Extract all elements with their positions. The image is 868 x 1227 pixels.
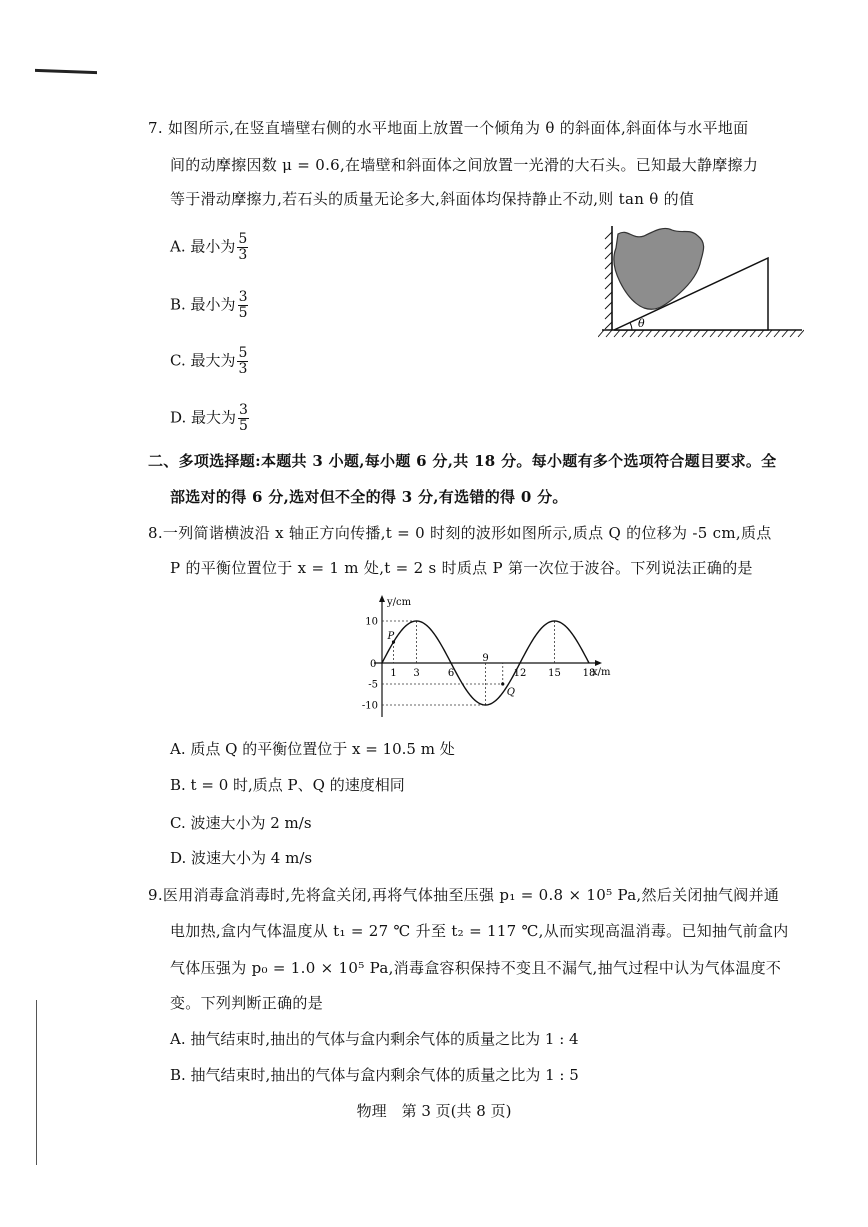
page-footer: 物理 第 3 页(共 8 页): [356, 1102, 512, 1120]
x-tick-labels: [390, 653, 595, 679]
q8-text-1: 一列简谐横波沿 x 轴正方向传播,t = 0 时刻的波形如图所示,质点 Q 的位移为 -5 cm,质点: [162, 524, 772, 542]
scan-mark: [35, 69, 97, 74]
q7-option-c[interactable]: [170, 346, 248, 377]
x-tick-label: 12: [513, 668, 527, 679]
wall-hatch: [605, 232, 612, 329]
q7-option-b[interactable]: [170, 290, 248, 321]
y-axis-arrow: [379, 595, 385, 602]
x-tick-label: 18: [582, 668, 596, 679]
ground-hatch: [598, 330, 804, 337]
q7-line2: 间的动摩擦因数 μ = 0.6,在墙壁和斜面体之间放置一光滑的大石头。已知最大静摩擦力: [170, 156, 759, 174]
q7-number: 7.: [148, 119, 163, 137]
y-axis-label: y/cm: [387, 597, 412, 608]
numerator: 5: [238, 231, 248, 247]
q9-line2: 电加热,盒内气体温度从 t₁ = 27 ℃ 升至 t₂ = 117 ℃,从而实现高温消毒。已知抽气前盒内: [170, 922, 789, 940]
x-tick-label: 3: [413, 668, 420, 679]
q9-line3: 气体压强为 p₀ = 1.0 × 10⁵ Pa,消毒盒容积保持不变且不漏气,抽气过程中认为气体温度不: [170, 959, 782, 977]
fraction: [238, 290, 249, 321]
q7-option-b-label: B. 最小为: [170, 295, 236, 314]
numerator: 3: [238, 289, 248, 305]
q7-option-c-label: C. 最大为: [170, 351, 236, 370]
q8-line1: [148, 523, 772, 543]
denominator: 3: [238, 247, 248, 263]
angle-label: θ: [638, 317, 645, 330]
fraction: [238, 403, 249, 434]
q7-text-1: 如图所示,在竖直墙壁右侧的水平地面上放置一个倾角为 θ 的斜面体,斜面体与水平地面: [168, 119, 749, 137]
x-axis-arrow: [595, 660, 602, 666]
y-tick-label: -5: [368, 679, 378, 691]
point-p-label: P: [387, 631, 395, 642]
numerator: 3: [239, 402, 248, 418]
q9-option-b[interactable]: B. 抽气结束时,抽出的气体与盒内剩余气体的质量之比为 1 : 5: [170, 1066, 579, 1084]
fraction: [237, 346, 248, 377]
q8-line2: P 的平衡位置位于 x = 1 m 处,t = 2 s 时质点 P 第一次位于波谷。下列说法正确的是: [170, 559, 753, 577]
numerator: 5: [238, 345, 248, 361]
x-tick-label: 15: [548, 668, 561, 679]
q9-text-1: 医用消毒盒消毒时,先将盒关闭,再将气体抽至压强 p₁ = 0.8 × 10⁵ Pa,然后关闭抽气阀并通: [162, 886, 780, 904]
x-tick-label: 6: [447, 668, 455, 679]
q7-option-d-label: D. 最大为: [170, 408, 237, 427]
origin-label: 0: [370, 659, 377, 670]
x-tick-label: 9: [482, 653, 489, 664]
q7-option-d[interactable]: [170, 403, 249, 434]
fraction: [237, 232, 248, 263]
q8-number: 8.: [148, 524, 163, 542]
q9-number: 9.: [148, 886, 163, 904]
denominator: 5: [239, 418, 248, 434]
q8-option-a[interactable]: A. 质点 Q 的平衡位置位于 x = 10.5 m 处: [170, 740, 455, 758]
q9-line4: 变。下列判断正确的是: [170, 994, 324, 1012]
q8-option-b[interactable]: B. t = 0 时,质点 P、Q 的速度相同: [170, 776, 405, 794]
x-tick-label: 1: [390, 668, 397, 679]
point-q-label: Q: [506, 687, 515, 698]
point-q-dot: [501, 682, 504, 685]
section2-line1: 二、多项选择题:本题共 3 小题,每小题 6 分,共 18 分。每小题有多个选项符合题目要求。全: [148, 452, 777, 470]
x-axis-label: x/m: [592, 667, 611, 678]
section2-line2: 部选对的得 6 分,选对但不全的得 3 分,有选错的得 0 分。: [170, 488, 568, 506]
y-tick-label: -10: [361, 700, 378, 712]
margin-line: [36, 1000, 37, 1165]
q7-line1: [148, 118, 748, 138]
q7-option-a-label: A. 最小为: [170, 237, 236, 256]
q7-incline-figure: [598, 220, 804, 342]
q8-option-d[interactable]: D. 波速大小为 4 m/s: [170, 849, 313, 867]
denominator: 3: [238, 361, 248, 377]
y-tick-label: 10: [365, 616, 378, 628]
q9-option-a[interactable]: A. 抽气结束时,抽出的气体与盒内剩余气体的质量之比为 1 : 4: [170, 1030, 579, 1048]
q8-wave-graph: [352, 593, 632, 721]
q7-line3: 等于滑动摩擦力,若石头的质量无论多大,斜面体均保持静止不动,则 tan θ 的值: [170, 190, 695, 208]
q8-option-c[interactable]: C. 波速大小为 2 m/s: [170, 814, 312, 832]
q7-option-a[interactable]: [170, 232, 248, 263]
denominator: 5: [238, 305, 248, 321]
q9-line1: [148, 885, 779, 905]
